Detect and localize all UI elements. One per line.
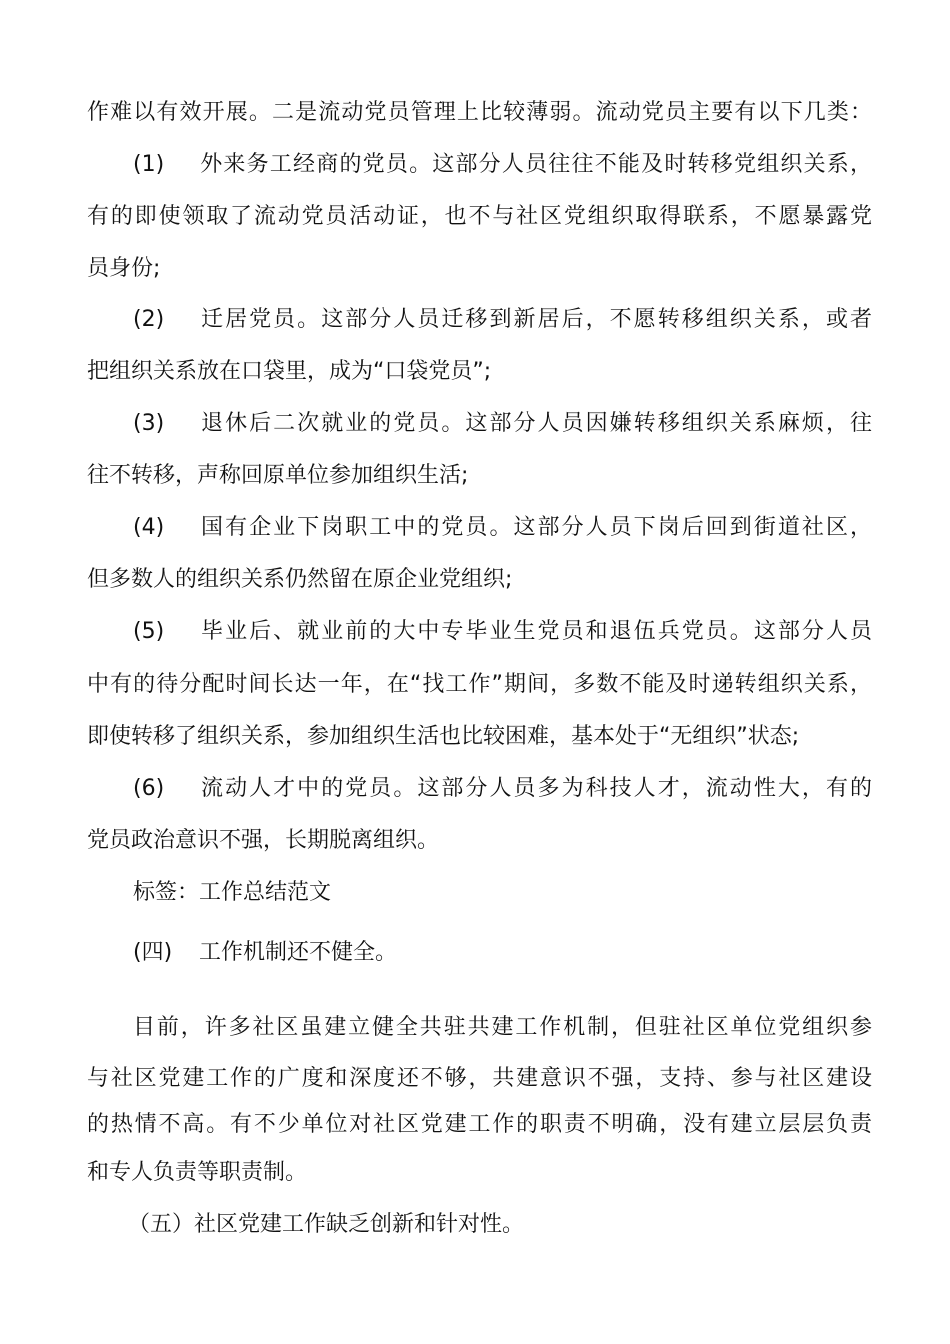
section-heading-4 [133,938,872,968]
list-item-3 [133,409,872,439]
list-item-5 [133,617,872,647]
list-marker: (2) [133,307,165,332]
list-item-text: 流动人才中的党员。这部分人员多为科技人才，流动性大，有的 [199,776,872,801]
list-marker: (5) [133,619,165,644]
paragraph-line: 与社区党建工作的广度和深度还不够，共建意识不强，支持、参与社区建设 [87,1066,872,1091]
list-item-text: 迁居党员。这部分人员迁移到新居后，不愿转移组织关系，或者 [199,307,872,332]
paragraph-line: 往不转移，声称回原单位参加组织生活; [87,463,469,488]
list-marker: (6) [133,776,165,801]
paragraph-line: 和专人负责等职责制。 [87,1160,308,1185]
section-heading-text: 工作机制还不健全。 [199,940,398,965]
list-marker: (1) [133,152,165,177]
section-marker: (四) [133,940,173,965]
list-marker: (3) [133,411,165,436]
section-heading-5: （五）社区党建工作缺乏创新和针对性。 [128,1212,525,1237]
list-item-text: 外来务工经商的党员。这部分人员往往不能及时转移党组织关系， [199,152,872,177]
list-item-6 [133,774,872,804]
paragraph-line: 但多数人的组织关系仍然留在原企业党组织; [87,567,513,592]
list-marker: (4) [133,515,165,540]
list-item-text: 毕业后、就业前的大中专毕业生党员和退伍兵党员。这部分人员 [199,619,872,644]
paragraph-line: 作难以有效开展。二是流动党员管理上比较薄弱。流动党员主要有以下几类： [87,100,872,125]
paragraph-line: 员身份; [87,256,161,281]
paragraph-line: 把组织关系放在口袋里，成为“口袋党员”; [87,359,492,384]
paragraph-line: 中有的待分配时间长达一年，在“找工作”期间，多数不能及时递转组织关系， [87,672,872,697]
list-item-2 [133,305,872,335]
paragraph-line: 党员政治意识不强，长期脱离组织。 [87,828,440,853]
list-item-text: 退休后二次就业的党员。这部分人员因嫌转移组织关系麻烦，往 [199,411,872,436]
paragraph-line: 即使转移了组织关系，参加组织生活也比较困难，基本处于“无组织”状态; [87,724,800,749]
list-item-1 [133,150,872,180]
tag-line: 标签：工作总结范文 [133,880,332,905]
list-item-text: 国有企业下岗职工中的党员。这部分人员下岗后回到街道社区， [199,515,872,540]
paragraph-line: 目前，许多社区虽建立健全共驻共建工作机制，但驻社区单位党组织参 [133,1015,872,1040]
paragraph-line: 的热情不高。有不少单位对社区党建工作的职责不明确，没有建立层层负责 [87,1112,872,1137]
list-item-4 [133,513,872,543]
paragraph-line: 有的即使领取了流动党员活动证，也不与社区党组织取得联系，不愿暴露党 [87,204,872,229]
